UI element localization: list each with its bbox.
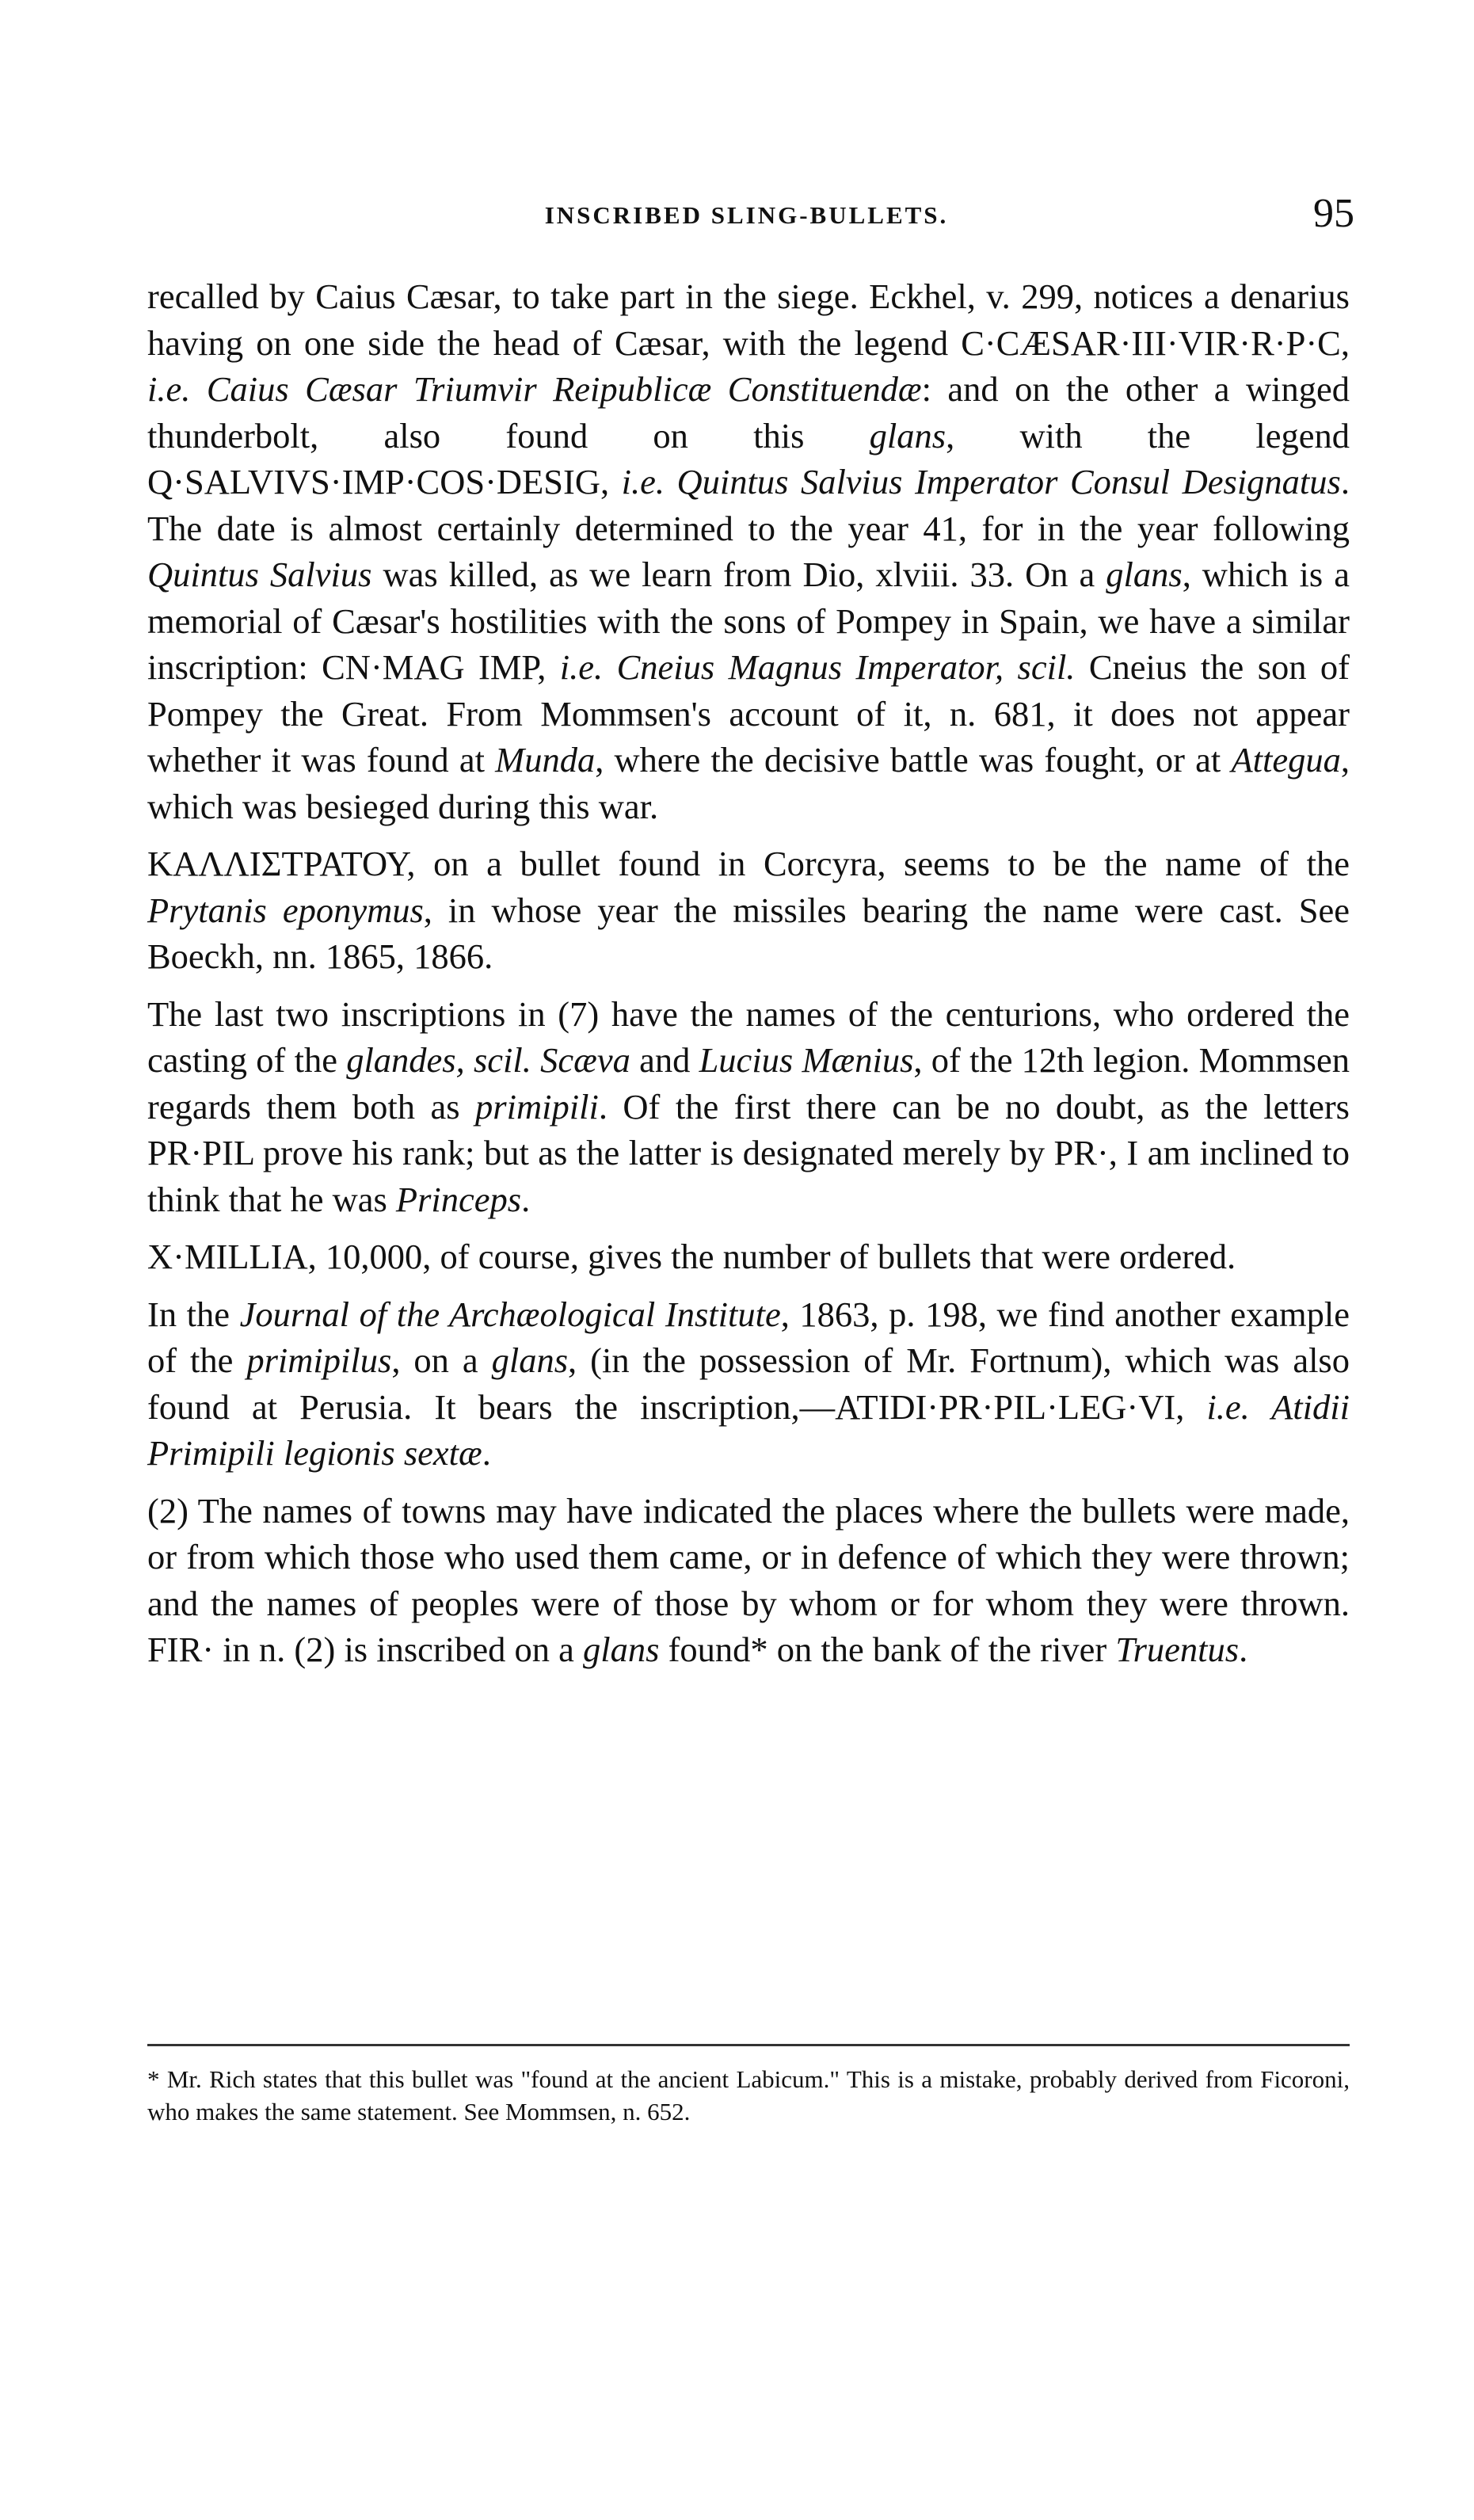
text-run: , with the legend Q·SALVIVS·IMP·COS·DESIG,	[147, 415, 1350, 501]
text-run: was killed, as we learn from Dio, xlviii. 33. On a	[371, 555, 1106, 594]
italic-text-run: i.e. Caius Cæsar Triumvir Reipublicæ Constituendæ	[147, 369, 922, 409]
paragraph-4	[147, 1233, 1350, 1280]
paragraph-1	[147, 273, 1350, 829]
text-run: , in whose year the missiles bearing the name were cast. See Boeckh, nn. 1865, 1866.	[147, 890, 1350, 976]
text-run: Cneius the son of Pompey the Great. From Mommsen's account of it, n. 681, it does not appear whether it was found at	[147, 647, 1350, 780]
text-run: .	[482, 1433, 491, 1473]
footnote-divider	[147, 2044, 1350, 2046]
paragraph-2	[147, 841, 1350, 980]
text-run: . Of the first there can be no doubt, as the letters PR·PIL prove his rank; but as the latter is designated merely by PR·, I am inclined to think that he was	[147, 1086, 1350, 1219]
italic-text-run: Princeps	[395, 1179, 522, 1219]
italic-text-run: primipilus	[246, 1340, 392, 1380]
italic-text-run: Journal of the Archæological Institute	[239, 1294, 781, 1334]
paragraph-5	[147, 1291, 1350, 1477]
page-number: 95	[1313, 191, 1354, 236]
text-run: found* on the bank of the river	[659, 1630, 1116, 1669]
italic-text-run: i.e. Atidii Primipili legionis sextæ	[147, 1386, 1350, 1473]
text-run: and	[630, 1040, 699, 1080]
italic-text-run: glans	[869, 415, 946, 456]
text-run: , (in the possession of Mr. Fortnum), which was also found at Perusia. It bears the inscription,—ATIDI·PR·PIL·LEG·VI,	[147, 1340, 1350, 1427]
text-run: In the	[147, 1294, 240, 1334]
paragraph-6	[147, 1488, 1350, 1673]
running-title: INSCRIBED SLING-BULLETS.	[544, 201, 949, 229]
italic-text-run: glans	[1106, 555, 1183, 594]
italic-text-run: Truentus	[1115, 1630, 1240, 1669]
text-run: . The date is almost certainly determined to the year 41, for in the year following	[147, 462, 1350, 548]
italic-text-run: glandes, scil. Scæva	[346, 1040, 630, 1080]
text-run: , which was besieged during this war.	[147, 740, 1350, 826]
body-text	[147, 273, 1350, 1684]
italic-text-run: Lucius Mænius	[699, 1040, 914, 1080]
text-run: X·MILLIA, 10,000, of course, gives the number of bullets that were ordered.	[147, 1237, 1236, 1276]
text-run: ΚΑΛΛΙΣΤΡΑΤΟΥ, on a bullet found in Corcyra, seems to be the name of the	[147, 844, 1350, 883]
italic-text-run: Quintus Salvius	[147, 555, 372, 594]
paragraph-3	[147, 991, 1350, 1223]
italic-text-run: Attegua	[1231, 740, 1341, 780]
italic-text-run: i.e. Cneius Magnus Imperator, scil.	[559, 647, 1076, 687]
text-run: .	[1239, 1630, 1248, 1669]
text-run: , which is a memorial of Cæsar's hostilities with the sons of Pompey in Spain, we have a similar inscription: CN·MAG IMP,	[147, 555, 1350, 687]
italic-text-run: primipili	[475, 1086, 599, 1127]
text-run: The last two inscriptions in (7) have the names of the centurions, who ordered the casting of the	[147, 993, 1350, 1080]
italic-text-run: Munda	[495, 740, 596, 780]
text-run: .	[521, 1179, 531, 1219]
text-run: , 1863, p. 198, we find another example of the	[147, 1294, 1350, 1380]
text-run: : and on the other a winged thunderbolt, also found on this	[147, 369, 1350, 456]
italic-text-run: Prytanis eponymus	[147, 890, 424, 930]
running-head	[139, 190, 1354, 246]
text-run: , where the decisive battle was fought, or at	[595, 740, 1232, 780]
italic-text-run: glans	[491, 1340, 569, 1380]
italic-text-run: i.e. Quintus Salvius Imperator Consul Designatus	[621, 462, 1341, 501]
text-run: , of the 12th legion. Mommsen regards them both as	[147, 1040, 1350, 1127]
footnote: * Mr. Rich states that this bullet was "found at the ancient Labicum." This is a mistake, probably derived from Ficoroni, who makes the same statement. See Mommsen, n. 652.	[147, 2065, 1350, 2125]
italic-text-run: glans	[583, 1630, 660, 1669]
text-run: recalled by Caius Cæsar, to take part in the siege. Eckhel, v. 299, notices a denarius having on one side the head of Cæsar, with the legend C·CÆSAR·III·VIR·R·P·C,	[147, 276, 1350, 363]
text-run: , on a	[391, 1340, 492, 1380]
text-run: (2) The names of towns may have indicated the places where the bullets were made, or from which those who used them came, or in defence of which they were thrown; and the names of peoples were of those by whom or for whom they were thrown. FIR· in n. (2) is inscribed on a	[147, 1490, 1350, 1669]
